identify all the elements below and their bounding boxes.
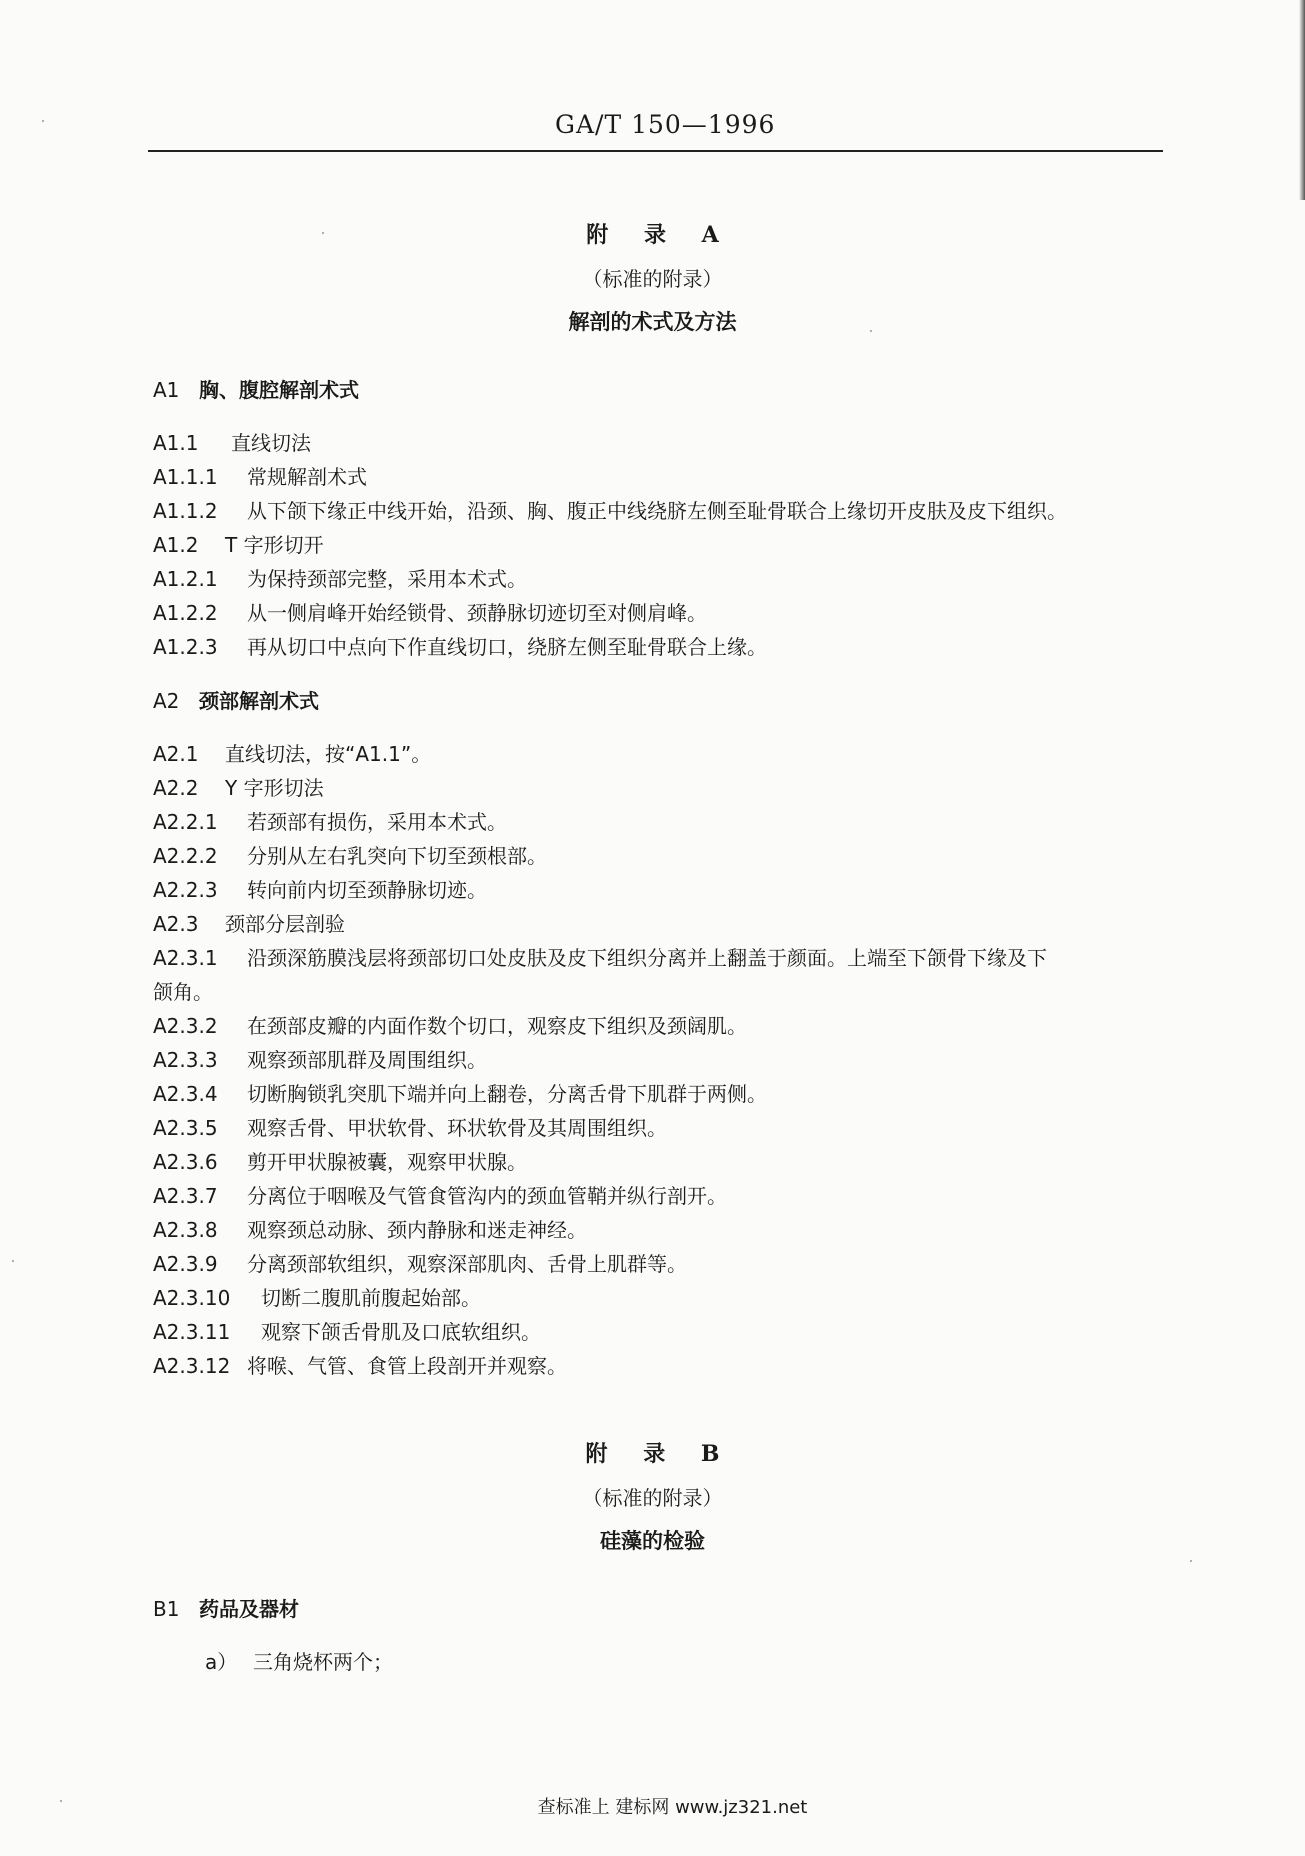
scan-speck <box>1190 1560 1192 1562</box>
appendix-a-subtitle: （标准的附录） <box>582 267 723 291</box>
clause-line <box>153 1180 727 1209</box>
clause-number: A2.2.3 <box>153 878 218 902</box>
clause-line <box>153 908 345 937</box>
clause-text: 胸、腹腔解剖术式 <box>199 378 359 402</box>
clause-number: A1.2.3 <box>153 635 218 659</box>
clause-text: 分离位于咽喉及气管食管沟内的颈血管鞘并纵行剖开。 <box>247 1184 727 1208</box>
clause-line <box>153 529 324 558</box>
clause-text: 若颈部有损伤，采用本术式。 <box>247 810 507 834</box>
appendix-a-name: 解剖的术式及方法 <box>568 309 737 334</box>
clause-number: A1.1.1 <box>153 465 218 489</box>
clause-text: 从下颌下缘正中线开始，沿颈、胸、腹正中线绕脐左侧至耻骨联合上缘切开皮肤及皮下组织。 <box>247 499 1067 523</box>
appendix-a-heading <box>0 218 1305 336</box>
appendix-b-title: 附 录 B <box>585 1441 734 1467</box>
clause-text: 观察颈总动脉、颈内静脉和迷走神经。 <box>247 1218 587 1242</box>
clause-number: A1.2.2 <box>153 601 218 625</box>
clause-line <box>153 1316 541 1345</box>
scan-speck <box>12 1260 14 1262</box>
clause-line <box>153 1112 667 1141</box>
clause-number: A2.3.1 <box>153 946 218 970</box>
clause-line <box>153 631 767 660</box>
list-item-text: 三角烧杯两个； <box>253 1650 393 1674</box>
clause-text: 将喉、气管、食管上段剖开并观察。 <box>247 1354 567 1378</box>
scan-speck <box>870 330 872 332</box>
clause-number: A1.2 <box>153 533 199 557</box>
clause-number: A2.3.2 <box>153 1014 218 1038</box>
clause-text: 观察颈部肌群及周围组织。 <box>247 1048 487 1072</box>
clause-text: 观察舌骨、甲状软骨、环状软骨及其周围组织。 <box>247 1116 667 1140</box>
clause-text: 切断胸锁乳突肌下端并向上翻卷，分离舌骨下肌群于两侧。 <box>247 1082 767 1106</box>
clause-number: A2.3.12 <box>153 1354 231 1378</box>
clause-line <box>153 1214 587 1243</box>
clause-number: A2.3.10 <box>153 1286 231 1310</box>
clause-text: 颌角。 <box>153 980 213 1004</box>
clause-text: 为保持颈部完整，采用本术式。 <box>247 567 527 591</box>
clause-line <box>153 495 1067 524</box>
list-item <box>205 1646 393 1675</box>
clause-number: A2.3.7 <box>153 1184 218 1208</box>
clause-text: 切断二腹肌前腹起始部。 <box>261 1286 481 1310</box>
clause-text: 药品及器材 <box>199 1597 299 1621</box>
clause-text: 沿颈深筋膜浅层将颈部切口处皮肤及皮下组织分离并上翻盖于颜面。上端至下颌骨下缘及下 <box>247 946 1047 970</box>
scan-speck <box>322 232 324 234</box>
clause-line <box>153 1350 567 1379</box>
clause-line <box>153 427 311 456</box>
clause-text: 分离颈部软组织，观察深部肌肉、舌骨上肌群等。 <box>247 1252 687 1276</box>
appendix-b-subtitle: （标准的附录） <box>582 1486 723 1510</box>
appendix-a-title: 附 录 A <box>586 222 733 248</box>
clause-number: A2.3 <box>153 912 199 936</box>
clause-text: 直线切法 <box>231 431 311 455</box>
scan-speck <box>42 120 44 122</box>
clause-text: Y 字形切法 <box>225 776 324 800</box>
clause-number: A1.1 <box>153 431 199 455</box>
clause-number: A2.2.1 <box>153 810 218 834</box>
clause-text: 观察下颌舌骨肌及口底软组织。 <box>261 1320 541 1344</box>
header-rule <box>148 150 1163 152</box>
clause-number: A2.3.5 <box>153 1116 218 1140</box>
clause-number: A2.3.9 <box>153 1252 218 1276</box>
clause-line <box>153 806 507 835</box>
footer-watermark: 查标准上 建标网 www.jz321.net <box>537 1797 808 1818</box>
clause-line <box>153 1078 767 1107</box>
clause-line <box>153 942 1047 971</box>
clause-number: A2.2 <box>153 776 199 800</box>
clause-line <box>153 738 431 767</box>
clause-text: 颈部解剖术式 <box>199 689 319 713</box>
clause-number: A2.3.8 <box>153 1218 218 1242</box>
clause-number: A1 <box>153 378 180 402</box>
clause-number: A2.3.11 <box>153 1320 231 1344</box>
clause-text: 从一侧肩峰开始经锁骨、颈静脉切迹切至对侧肩峰。 <box>247 601 707 625</box>
clause-text: 再从切口中点向下作直线切口，绕脐左侧至耻骨联合上缘。 <box>247 635 767 659</box>
clause-line-continuation <box>153 976 213 1005</box>
clause-line <box>153 840 547 869</box>
clause-number: A1.2.1 <box>153 567 218 591</box>
section-heading <box>153 1593 299 1622</box>
clause-number: B1 <box>153 1597 180 1621</box>
clause-line <box>153 563 527 592</box>
clause-line <box>153 1282 481 1311</box>
clause-text: 常规解剖术式 <box>247 465 367 489</box>
section-heading <box>153 374 359 403</box>
clause-text: 颈部分层剖验 <box>225 912 345 936</box>
clause-line <box>153 597 707 626</box>
clause-number: A2 <box>153 689 180 713</box>
clause-number: A2.1 <box>153 742 199 766</box>
clause-line <box>153 874 487 903</box>
standard-code: GA/T 150—1996 <box>555 110 776 139</box>
clause-text: 直线切法，按“A1.1”。 <box>225 742 432 766</box>
appendix-b-heading <box>0 1437 1305 1555</box>
clause-text: 分别从左右乳突向下切至颈根部。 <box>247 844 547 868</box>
clause-line <box>153 1248 687 1277</box>
list-item-marker: a） <box>205 1650 238 1674</box>
scan-speck <box>60 1800 62 1802</box>
clause-number: A2.2.2 <box>153 844 218 868</box>
appendix-b-name: 硅藻的检验 <box>600 1528 705 1553</box>
clause-line <box>153 1010 747 1039</box>
clause-number: A2.3.4 <box>153 1082 218 1106</box>
scan-edge-shadow <box>1299 0 1305 200</box>
clause-line <box>153 1146 527 1175</box>
clause-number: A2.3.3 <box>153 1048 218 1072</box>
clause-line <box>153 772 324 801</box>
clause-text: 剪开甲状腺被囊，观察甲状腺。 <box>247 1150 527 1174</box>
clause-line <box>153 461 367 490</box>
clause-text: 在颈部皮瓣的内面作数个切口，观察皮下组织及颈阔肌。 <box>247 1014 747 1038</box>
section-heading <box>153 685 319 714</box>
clause-text: T 字形切开 <box>225 533 324 557</box>
clause-text: 转向前内切至颈静脉切迹。 <box>247 878 487 902</box>
clause-number: A1.1.2 <box>153 499 218 523</box>
clause-number: A2.3.6 <box>153 1150 218 1174</box>
clause-line <box>153 1044 487 1073</box>
